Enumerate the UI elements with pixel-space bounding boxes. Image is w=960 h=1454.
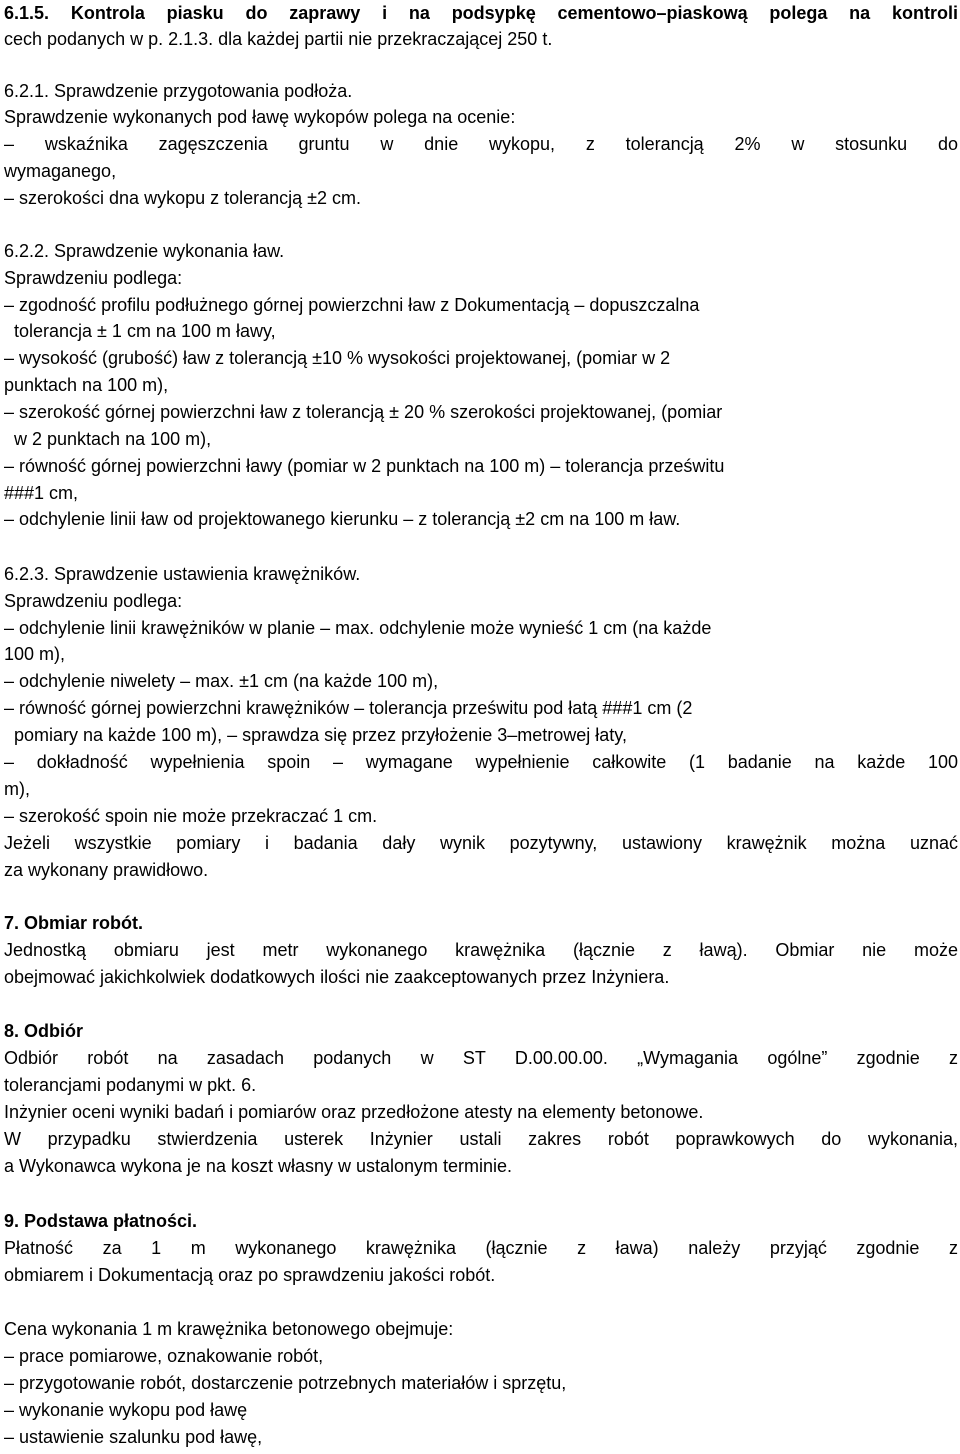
s9-cost-item3: – wykonanie wykopu pod ławę [4, 1400, 248, 1420]
s9-line1: Płatność za 1 m wykonanego krawężnika (łącznie z ława) należy przyjąć zgodnie z [4, 1238, 958, 1258]
s623-item1-line2: 100 m), [4, 644, 66, 664]
s615-line2: cech podanych w p. 2.1.3. dla każdej partii nie przekraczającej 250 t. [4, 29, 553, 49]
s621-heading: 6.2.1. Sprawdzenie przygotowania podłoża. [4, 81, 353, 101]
s621-item1-line1: – wskaźnika zagęszczenia gruntu w dnie wykopu, z tolerancją 2% w stosunku do [4, 134, 958, 154]
s615-line1: 6.1.5. Kontrola piasku do zaprawy i na podsypkę cementowo–piaskową polega na kontroli [4, 3, 958, 23]
s622-item5: – odchylenie linii ław od projektowanego kierunku – z tolerancją ±2 cm na 100 m ław. [4, 509, 681, 529]
s623-conclusion-line1: Jeżeli wszystkie pomiary i badania dały wynik pozytywny, ustawiony krawężnik można uznać [4, 833, 958, 853]
s623-intro: Sprawdzeniu podlega: [4, 591, 183, 611]
s623-item1-line1: – odchylenie linii krawężników w planie – max. odchylenie może wynieść 1 cm (na każde [4, 618, 712, 638]
s621-item2: – szerokości dna wykopu z tolerancją ±2 cm. [4, 188, 362, 208]
s622-item2-line2: punktach na 100 m), [4, 375, 169, 395]
s8-line3: Inżynier oceni wyniki badań i pomiarów oraz przedłożone atesty na elementy betonowe. [4, 1102, 704, 1122]
s622-item2-line1: – wysokość (grubość) ław z tolerancją ±10 % wysokości projektowanej, (pomiar w 2 [4, 348, 671, 368]
s622-heading: 6.2.2. Sprawdzenie wykonania ław. [4, 241, 285, 261]
s9-heading: 9. Podstawa płatności. [4, 1211, 198, 1231]
s8-line1: Odbiór robót na zasadach podanych w ST D.00.00.00. „Wymagania ogólne” zgodnie z [4, 1048, 958, 1068]
s622-item3-line2: w 2 punktach na 100 m), [14, 429, 212, 449]
s622-item3-line1: – szerokość górnej powierzchni ław z tolerancją ± 20 % szerokości projektowanej, (pomiar [4, 402, 723, 422]
s623-heading: 6.2.3. Sprawdzenie ustawienia krawężników. [4, 564, 361, 584]
s622-intro: Sprawdzeniu podlega: [4, 268, 183, 288]
s8-line2: tolerancjami podanymi w pkt. 6. [4, 1075, 257, 1095]
s623-item4-line1: – dokładność wypełnienia spoin – wymagane wypełnienie całkowite (1 badanie na każde 100 [4, 752, 958, 772]
s9-cost-item4: – ustawienie szalunku pod ławę, [4, 1427, 263, 1447]
s621-item1-line2: wymaganego, [4, 161, 117, 181]
s8-heading: 8. Odbiór [4, 1021, 84, 1041]
s623-item3-line1: – równość górnej powierzchni krawężników – tolerancja prześwitu pod łatą ###1 cm (2 [4, 698, 693, 718]
s8-line4: W przypadku stwierdzenia usterek Inżynier ustali zakres robót poprawkowych do wykonania, [4, 1129, 958, 1149]
s9-cost-item1: – prace pomiarowe, oznakowanie robót, [4, 1346, 324, 1366]
s7-heading: 7. Obmiar robót. [4, 913, 144, 933]
s623-item4-line2: m), [4, 779, 30, 799]
s622-item4-line1: – równość górnej powierzchni ławy (pomiar w 2 punktach na 100 m) – tolerancja prześwitu [4, 456, 725, 476]
s623-item3-line2: pomiary na każde 100 m), – sprawdza się przez przyłożenie 3–metrowej łaty, [14, 725, 627, 745]
s9-line2: obmiarem i Dokumentacją oraz po sprawdzeniu jakości robót. [4, 1265, 496, 1285]
s621-intro: Sprawdzenie wykonanych pod ławę wykopów polega na ocenie: [4, 107, 516, 127]
s622-item4-line2: ###1 cm, [4, 483, 79, 503]
s623-conclusion-line2: za wykonany prawidłowo. [4, 860, 209, 880]
s623-item5: – szerokość spoin nie może przekraczać 1 cm. [4, 806, 378, 826]
s622-item1-line1: – zgodność profilu podłużnego górnej powierzchni ław z Dokumentacją – dopuszczalna [4, 295, 700, 315]
s7-line1: Jednostką obmiaru jest metr wykonanego krawężnika (łącznie z ławą). Obmiar nie może [4, 940, 958, 960]
s622-item1-line2: tolerancja ± 1 cm na 100 m ławy, [14, 321, 276, 341]
s9-cost-intro: Cena wykonania 1 m krawężnika betonowego obejmuje: [4, 1319, 454, 1339]
s8-line5: a Wykonawca wykona je na koszt własny w ustalonym terminie. [4, 1156, 513, 1176]
s7-line2: obejmować jakichkolwiek dodatkowych ilości nie zaakceptowanych przez Inżyniera. [4, 967, 670, 987]
s623-item2: – odchylenie niwelety – max. ±1 cm (na każde 100 m), [4, 671, 439, 691]
s9-cost-item2: – przygotowanie robót, dostarczenie potrzebnych materiałów i sprzętu, [4, 1373, 567, 1393]
